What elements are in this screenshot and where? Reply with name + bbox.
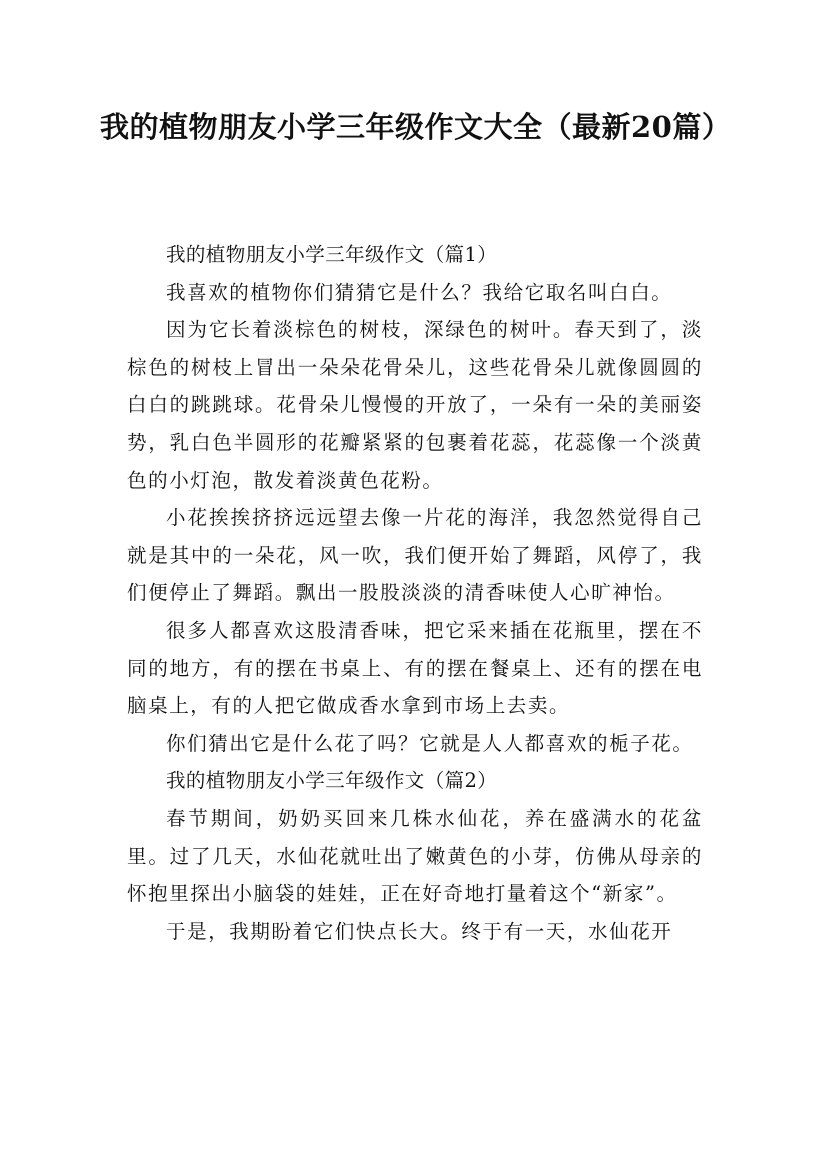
paragraph: 很多人都喜欢这股清香味，把它采来插在花瓶里，摆在不同的地方，有的摆在书桌上、有的摆在餐桌上、还有的摆在电脑桌上，有的人把它做成香水拿到市场上去卖。 [127, 618, 703, 718]
paragraph: 小花挨挨挤挤远远望去像一片花的海洋，我忽然觉得自己就是其中的一朵花，风一吹，我们便开始了舞蹈，风停了，我们便停止了舞蹈。飘出一股股淡淡的清香味使人心旷神怡。 [127, 506, 703, 605]
document-body [127, 236, 703, 950]
paragraph: 于是，我期盼着它们快点长大。终于有一天，水仙花开 [166, 919, 673, 943]
section-heading-1: 我的植物朋友小学三年级作文（篇1） [166, 243, 498, 266]
paragraph: 你们猜出它是什么花了吗？它就是人人都喜欢的栀子花。 [166, 731, 694, 755]
paragraph: 我喜欢的植物你们猜猜它是什么？我给它取名叫白白。 [166, 280, 673, 304]
paragraph: 春节期间，奶奶买回来几株水仙花，养在盛满水的花盆里。过了几天，水仙花就吐出了嫩黄色的小芽，仿佛从母亲的怀抱里探出小脑袋的娃娃，正在好奇地打量着这个“新家”。 [127, 806, 703, 906]
document-title: 我的植物朋友小学三年级作文大全（最新20篇） [100, 110, 732, 144]
section-heading-2: 我的植物朋友小学三年级作文（篇2） [166, 769, 498, 793]
paragraph: 因为它长着淡棕色的树枝，深绿色的树叶。春天到了，淡棕色的树枝上冒出一朵朵花骨朵儿，这些花骨朵儿就像圆圆的白白的跳跳球。花骨朵儿慢慢的开放了，一朵有一朵的美丽姿势，乳白色半圆形的花瓣紧紧的包裹着花蕊，花蕊像一个淡黄色的小灯泡，散发着淡黄色花粉。 [127, 318, 703, 492]
